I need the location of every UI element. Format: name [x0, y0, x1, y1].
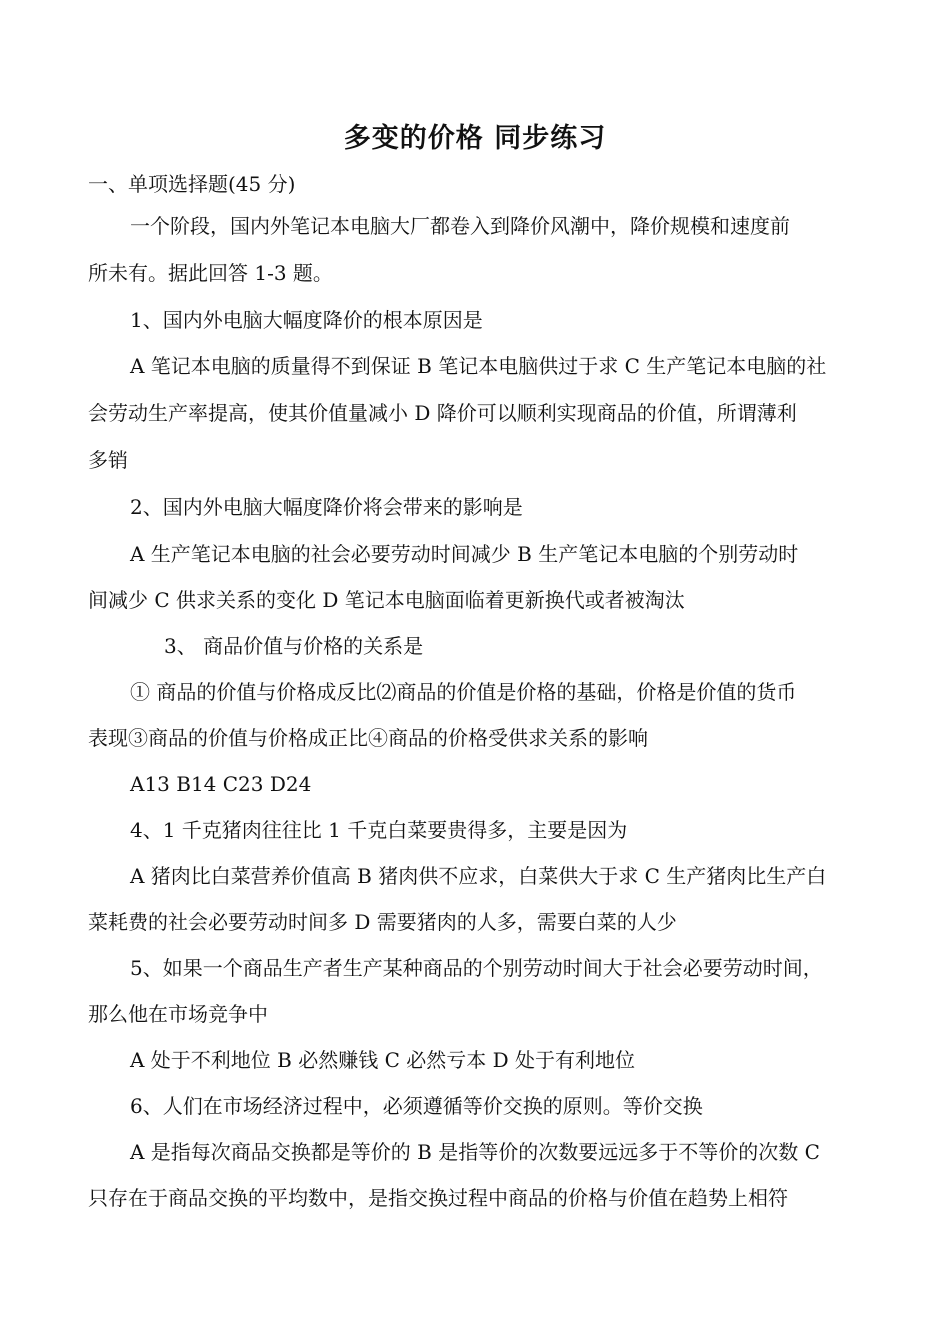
text-line: 表现③商品的价值与价格成正比④商品的价格受供求关系的影响 — [88, 726, 648, 750]
question-6: 6、人们在市场经济过程中，必须遵循等价交换的原则。等价交换 — [130, 1094, 703, 1118]
text-line: 间减少 C 供求关系的变化 D 笔记本电脑面临着更新换代或者被淘汰 — [88, 588, 685, 612]
question-3-options: A13 B14 C23 D24 — [130, 772, 312, 796]
text-line: 多销 — [88, 448, 128, 472]
question-2-options: A 生产笔记本电脑的社会必要劳动时间减少 B 生产笔记本电脑的个别劳动时 — [130, 542, 799, 566]
question-3: 3、 商品价值与价格的关系是 — [164, 634, 424, 658]
section-heading: 一、单项选择题(45 分) — [88, 172, 296, 196]
text-line: 那么他在市场竞争中 — [88, 1002, 268, 1026]
text-line: 会劳动生产率提高，使其价值量减小 D 降价可以顺利实现商品的价值，所谓薄利 — [88, 401, 797, 425]
question-1-options: A 笔记本电脑的质量得不到保证 B 笔记本电脑供过于求 C 生产笔记本电脑的社 — [130, 354, 827, 378]
question-4-options: A 猪肉比白菜营养价值高 B 猪肉供不应求，白菜供大于求 C 生产猪肉比生产白 — [130, 864, 827, 888]
text-line: 一个阶段，国内外笔记本电脑大厂都卷入到降价风潮中，降价规模和速度前 — [130, 214, 790, 238]
question-3-statements: ① 商品的价值与价格成反比⑵商品的价值是价格的基础，价格是价值的货币 — [130, 680, 797, 704]
question-1: 1、国内外电脑大幅度降价的根本原因是 — [130, 308, 483, 332]
question-4: 4、1 千克猪肉往往比 1 千克白菜要贵得多，主要是因为 — [130, 818, 628, 842]
question-5-options: A 处于不利地位 B 必然赚钱 C 必然亏本 D 处于有利地位 — [130, 1048, 635, 1072]
text-line: 所未有。据此回答 1-3 题。 — [88, 261, 333, 285]
text-line: 只存在于商品交换的平均数中，是指交换过程中商品的价格与价值在趋势上相符 — [88, 1186, 788, 1210]
page-title: 多变的价格 同步练习 — [343, 123, 607, 154]
question-5: 5、如果一个商品生产者生产某种商品的个别劳动时间大于社会必要劳动时间， — [130, 956, 823, 980]
text-line: 菜耗费的社会必要劳动时间多 D 需要猪肉的人多，需要白菜的人少 — [88, 910, 677, 934]
question-6-options: A 是指每次商品交换都是等价的 B 是指等价的次数要远远多于不等价的次数 C — [130, 1140, 820, 1164]
question-2: 2、国内外电脑大幅度降价将会带来的影响是 — [130, 495, 523, 519]
